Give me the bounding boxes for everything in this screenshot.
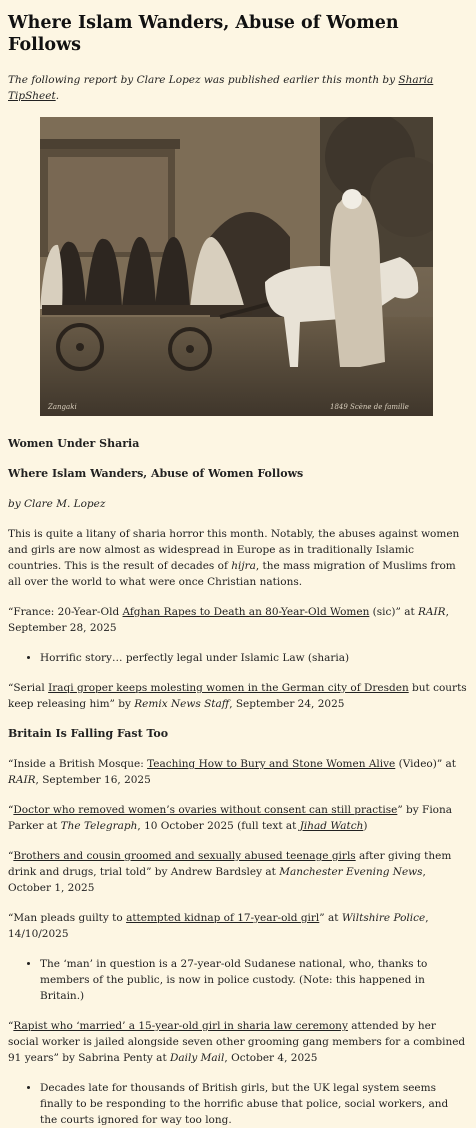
byline: by Clare M. Lopez [8, 498, 106, 510]
photo-caption-left: Zangaki [48, 403, 77, 411]
bullet-list-3 [8, 1080, 468, 1128]
jihad-watch-link[interactable]: Jihad Watch [299, 820, 364, 832]
item-france: “France: 20-Year-Old Afghan Rapes to Death an 80-Year-Old Women (sic)” at RAIR, September 28, 2025 [8, 606, 449, 634]
dresden-link[interactable]: Iraqi groper keeps molesting women in the German city of Dresden [48, 682, 409, 694]
bullet-item: • Decades late for thousands of British girls, but the UK legal system seems finally to be responding to the horrific abuse that police, social workers, and the courts ignored for way too long. [40, 1080, 468, 1128]
brothers-link[interactable]: Brothers and cousin groomed and sexually abused teenage girls [13, 850, 356, 862]
photo-caption-right: 1849 Scène de famille [330, 403, 409, 411]
section-britain: Britain Is Falling Fast Too [8, 727, 169, 740]
mosque-link[interactable]: Teaching How to Bury and Stone Women Alive [147, 758, 396, 770]
rapist-link[interactable]: Rapist who ‘married’ a 15-year-old girl in sharia law ceremony [13, 1020, 348, 1032]
kidnap-link[interactable]: attempted kidnap of 17-year-old girl [126, 912, 320, 924]
paragraph-1: This is quite a litany of sharia horror this month. Notably, the abuses against women and girls are now almost as widespread in Europe as in traditionally Islamic countries. This is the result of decades of hijra, the mass migration of Muslims from all over the world to what were once Christian nations. [8, 528, 460, 588]
item-rapist: “Rapist who ‘married’ a 15-year-old girl in sharia law ceremony attended by her social worker is jailed alongside seven other grooming gang members for a combined 91 years” by Sabrina Penty at Daily Mail, October 4, 2025 [8, 1020, 466, 1064]
item-mosque: “Inside a British Mosque: Teaching How to Bury and Stone Women Alive (Video)” at RAIR, September 16, 2025 [8, 758, 457, 786]
historic-photo [40, 117, 433, 416]
item-dresden: “Serial Iraqi groper keeps molesting women in the German city of Dresden but courts keep releasing him” by Remix News Staff, September 24, 2025 [8, 682, 467, 710]
doctor-link[interactable]: Doctor who removed women’s ovaries without consent can still practise [13, 804, 398, 816]
intro-line: The following report by Clare Lopez was published earlier this month by Sharia TipSheet. [8, 74, 434, 102]
item-doctor: “Doctor who removed women’s ovaries without consent can still practise” by Fiona Parker at The Telegraph, 10 October 2025 (full text at Jihad Watch) [8, 804, 453, 832]
bullet-list-1 [8, 650, 468, 666]
bullet-item: • The ‘man’ in question is a 27-year-old Sudanese national, who, thanks to members of the public, is now in police custody. (Note: this happened in Britain.) [40, 956, 468, 1004]
item-brothers: “Brothers and cousin groomed and sexually abused teenage girls after giving them drink and drugs, trial told” by Andrew Bardsley at Manchester Evening News, October 1, 2025 [8, 850, 452, 894]
afghan-link[interactable]: Afghan Rapes to Death an 80-Year-Old Women [122, 606, 370, 618]
item-kidnap: “Man pleads guilty to attempted kidnap of 17-year-old girl” at Wiltshire Police, 14/10/2025 [8, 912, 429, 940]
subtitle: Where Islam Wanders, Abuse of Women Follows [8, 467, 304, 480]
article-title: Where Islam Wanders, Abuse of Women Follows [8, 13, 399, 55]
bullet-item: • Horrific story… perfectly legal under Islamic Law (sharia) [40, 650, 468, 666]
sharia-tipsheet-link[interactable]: Sharia TipSheet [8, 74, 434, 102]
section-label: Women Under Sharia [8, 437, 140, 450]
bullet-list-2 [8, 956, 468, 1004]
